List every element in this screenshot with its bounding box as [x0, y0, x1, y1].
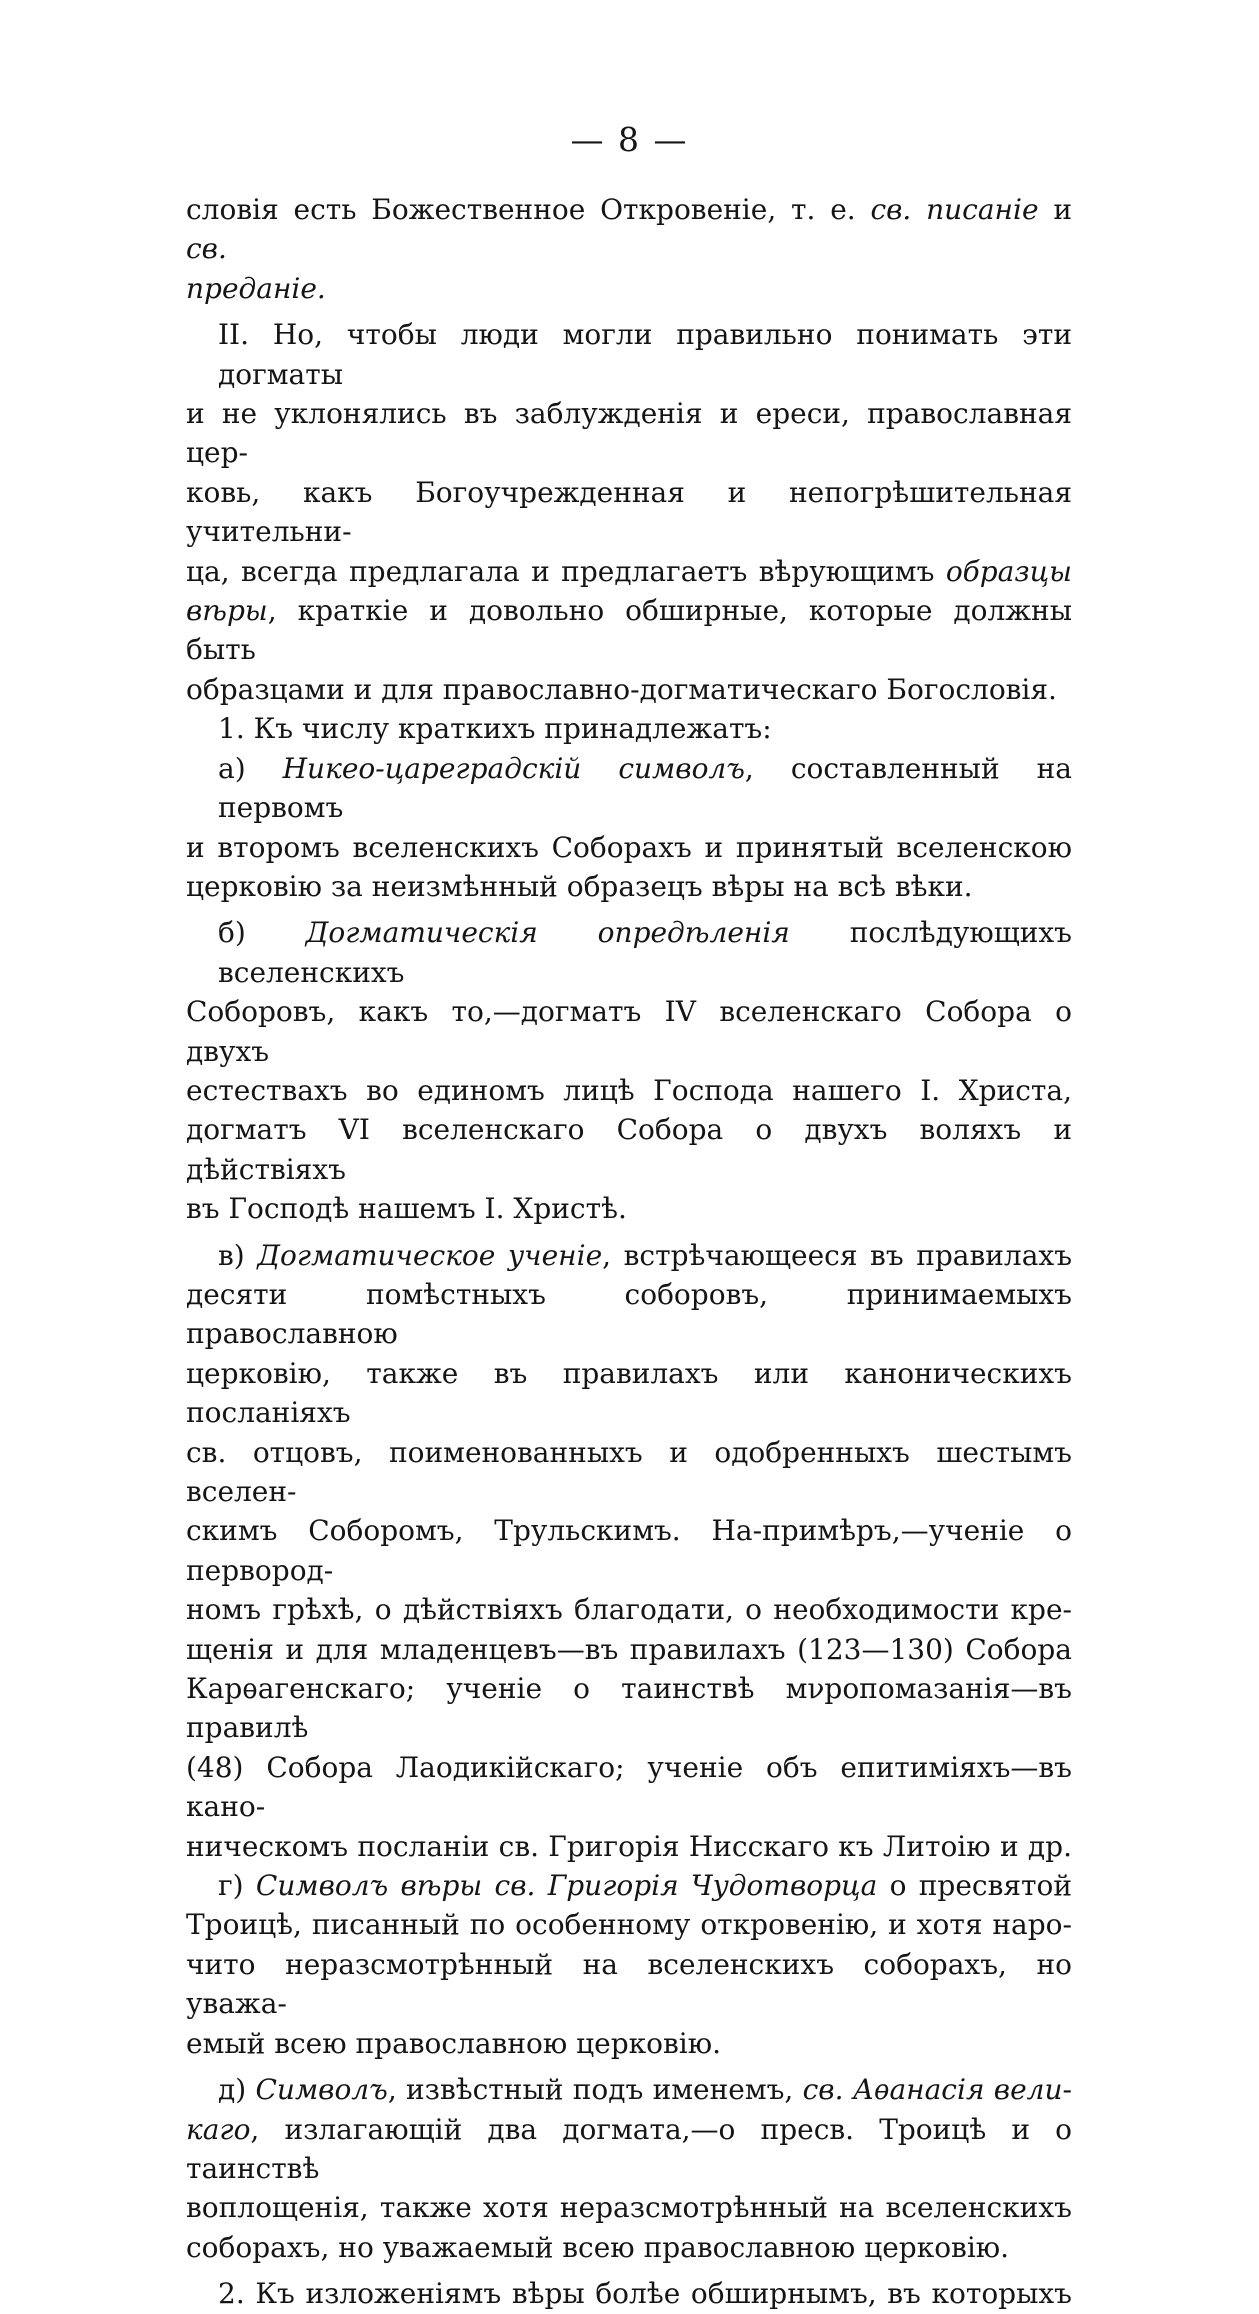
paragraph-item-g: [186, 1866, 1072, 2063]
text-line: чито неразсмотрѣнный на вселенскихъ соборахъ, но уважа-: [186, 1947, 1072, 2021]
text-line: соборахъ, но уважаемый всею православною церковію.: [186, 2230, 1010, 2264]
text-line: церковію, также въ правилахъ или каноническихъ посланіяхъ: [186, 1356, 1072, 1430]
text-line: 2. Къ изложеніямъ вѣры болѣе обширнымъ, въ которыхъ: [218, 2277, 1072, 2311]
paragraph-continuation: [186, 190, 1072, 308]
text-line: номъ грѣхѣ, о дѣйствіяхъ благодати, о необходимости кре-: [186, 1593, 1072, 1627]
text-line: каго, излагающій два догмата,—о пресв. Троицѣ и о таинствѣ: [186, 2112, 1072, 2185]
text-line: словія есть Божественное Откровеніе, т. е. св. писаніе и св.: [186, 193, 1072, 266]
text-line: ковь, какъ Богоучрежденная и непогрѣшительная учительни-: [186, 475, 1072, 549]
text-line: а) Никео-цареградскій символъ, составленный на первомъ: [218, 751, 1072, 825]
text-line: воплощенія, также хотя неразсмотрѣнный на вселенскихъ: [186, 2191, 1072, 2225]
text-line: Соборовъ, какъ то,—догматъ IV вселенскаго Собора о двухъ: [186, 995, 1072, 1068]
text-line: догматъ VI вселенскаго Собора о двухъ воляхъ и дѣйствіяхъ: [186, 1113, 1072, 1186]
page-number: — 8 —: [570, 120, 689, 159]
text-line: б) Догматическія опредѣленія послѣдующихъ вселенскихъ: [218, 916, 1072, 989]
text-line: 1. Къ числу краткихъ принадлежатъ:: [218, 712, 772, 746]
text-line: ца, всегда предлагала и предлагаетъ вѣрующимъ образцы: [186, 554, 1072, 588]
text-line: св. отцовъ, поименованныхъ и одобренныхъ шестымъ вселен-: [186, 1435, 1072, 1508]
text-line: десяти помѣстныхъ соборовъ, принимаемыхъ православною: [186, 1277, 1072, 1351]
text-line: ническомъ посланіи св. Григорія Нисскаго къ Литоію и др.: [186, 1829, 1072, 1863]
text-line: д) Символъ, извѣстный подъ именемъ, св. Аѳанасія вели-: [218, 2073, 1072, 2107]
text-line: вѣры, краткіе и довольно обширные, которые должны быть: [186, 594, 1072, 667]
text-line: в) Догматическое ученіе, встрѣчающееся въ правилахъ: [218, 1238, 1073, 1272]
text-line: преданіе.: [186, 271, 326, 305]
paragraph-section-ii: [186, 315, 1072, 709]
text-line: (48) Собора Лаодикійскаго; ученіе объ епитиміяхъ—въ кано-: [186, 1750, 1072, 1824]
text-line: Карѳагенскаго; ученіе о таинствѣ мνропомазанія—въ правилѣ: [186, 1672, 1072, 1745]
paragraph-item-2: [186, 2274, 1072, 2313]
text-line: щенія и для младенцевъ—въ правилахъ (123—130) Собора: [186, 1632, 1072, 1666]
paragraph-item-a: [186, 749, 1072, 907]
text-line: и не уклонялись въ заблужденія и ереси, православная цер-: [186, 397, 1072, 470]
text-line: г) Символъ вѣры св. Григорія Чудотворца о пресвятой: [218, 1869, 1073, 1903]
paragraph-item-b: [186, 913, 1072, 1228]
paragraph-item-1: [186, 709, 1072, 748]
text-line: въ Господѣ нашемъ І. Христѣ.: [186, 1192, 627, 1226]
text-line: Троицѣ, писанный по особенному откровенію, и хотя наро-: [186, 1908, 1072, 1942]
text-line: скимъ Соборомъ, Трульскимъ. На-примѣръ,—ученіе о первород-: [186, 1514, 1072, 1587]
text-line: церковію за неизмѣнный образецъ вѣры на всѣ вѣки.: [186, 869, 973, 903]
text-line: образцами и для православно-догматическаго Богословія.: [186, 672, 1057, 706]
paragraph-item-d: [186, 2070, 1072, 2267]
text-line: и второмъ вселенскихъ Соборахъ и принятый вселенскою: [186, 830, 1072, 864]
paragraph-item-v: [186, 1236, 1072, 1867]
text-line: естествахъ во единомъ лицѣ Господа нашего І. Христа,: [186, 1073, 1072, 1107]
text-line: II. Но, чтобы люди могли правильно понимать эти догматы: [218, 318, 1072, 391]
text-line: емый всею православною церковію.: [186, 2026, 721, 2060]
text-column: [186, 190, 1072, 2314]
